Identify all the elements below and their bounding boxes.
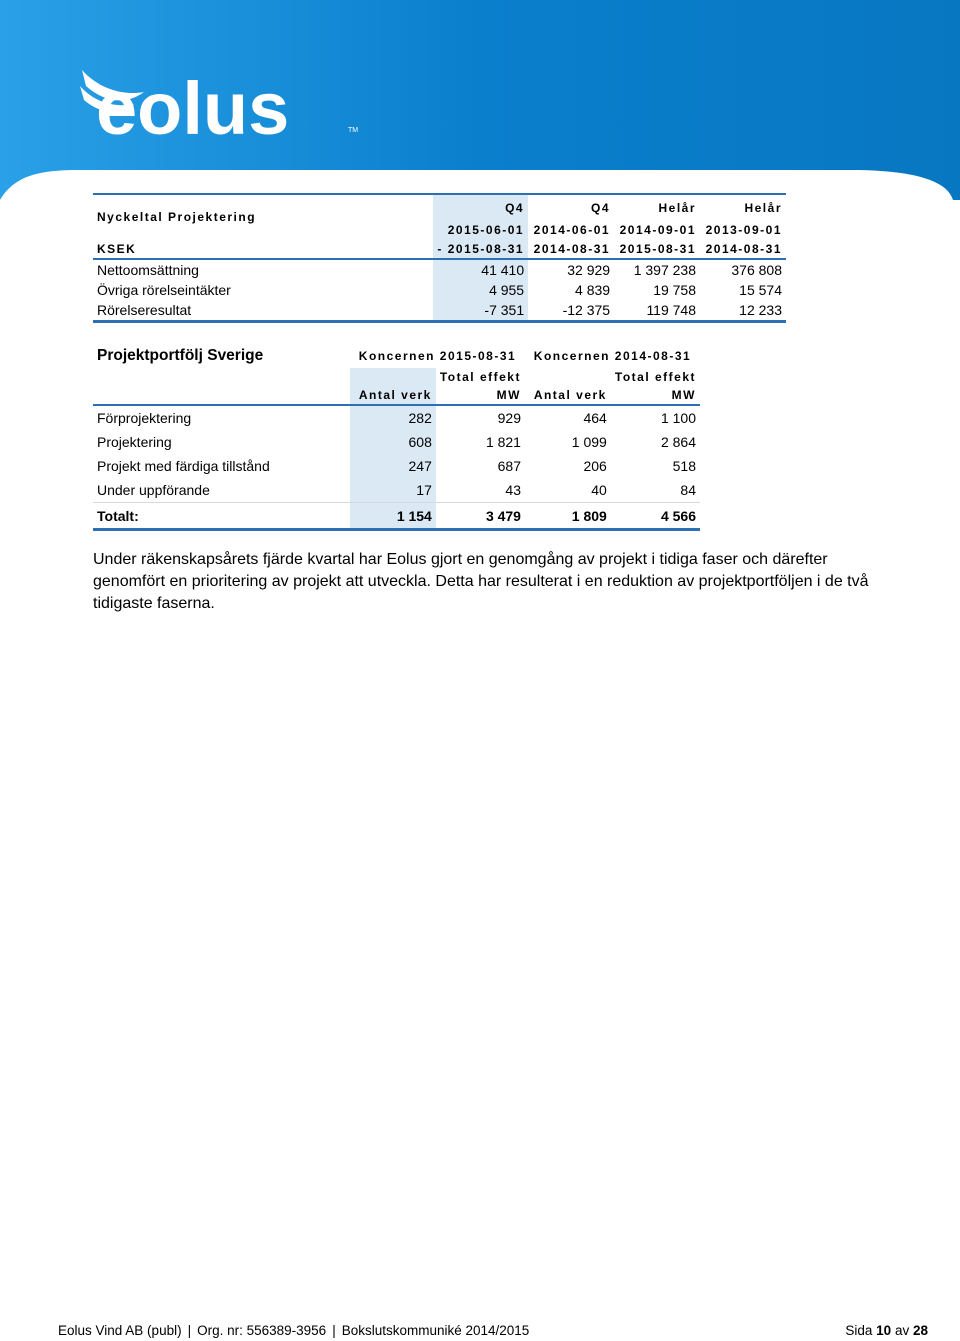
eolus-logo (78, 66, 368, 146)
row-value: 2 864 (660, 434, 696, 450)
row-value: 4 839 (575, 282, 611, 298)
body-paragraph: Under räkenskapsårets fjärde kvartal har Eolus gjort en genomgång av projekt i tidiga faser och därefter genomfört en prioritering av projekt att utveckla. Detta har resulterat i en reduktion av projektportföljen i de två tidigaste faserna. (93, 551, 869, 612)
row-label: Nettoomsättning (97, 262, 199, 278)
col-period: Q4 (528, 194, 614, 220)
row-value: 687 (497, 458, 521, 474)
row-value: 17 (350, 478, 436, 503)
total-value: 1 809 (525, 503, 611, 530)
footer-company: Eolus Vind AB (publ) (58, 1323, 182, 1338)
total-row (93, 503, 700, 530)
row-value: 1 099 (571, 434, 607, 450)
col-effect-unit: MW (436, 386, 525, 405)
col-count: Antal verk (525, 386, 611, 405)
row-value: 40 (525, 478, 611, 503)
logo-wordmark: eolus (96, 67, 290, 146)
total-value: 4 566 (611, 503, 700, 530)
row-value: 282 (350, 405, 436, 430)
svg-text:TM: TM (348, 127, 359, 134)
row-value: 247 (350, 454, 436, 478)
col-to: 2015-08-31 (614, 239, 700, 259)
col-count: Antal verk (350, 386, 436, 405)
table-row (93, 405, 700, 430)
row-value: 608 (350, 430, 436, 454)
row-value: 32 929 (567, 262, 611, 278)
table-row (93, 280, 786, 300)
col-from: 2014-06-01 (533, 222, 611, 237)
group-header: Koncernen 2014-08-31 (533, 349, 692, 363)
col-period: Helår (614, 194, 700, 220)
portfolio-table (93, 344, 700, 531)
footer-org: Org. nr: 556389-3956 (197, 1323, 327, 1338)
row-value: 119 748 (614, 300, 700, 322)
row-value: 84 (611, 478, 700, 503)
row-value: 1 100 (660, 410, 696, 426)
footer-report: Bokslutskommuniké 2014/2015 (341, 1323, 530, 1338)
group-header: Koncernen 2015-08-31 (358, 349, 517, 363)
col-from: 2013-09-01 (705, 222, 782, 237)
row-label: Övriga rörelseintäkter (97, 282, 231, 298)
row-value: 518 (672, 458, 696, 474)
row-value: 15 574 (739, 282, 782, 298)
col-period: Q4 (433, 194, 528, 220)
nyckeltal-table (93, 193, 786, 323)
row-value: -7 351 (433, 300, 528, 322)
col-effect-unit: MW (611, 386, 700, 405)
table-row (93, 430, 700, 454)
unit-label: KSEK (93, 239, 433, 259)
table-row (93, 478, 700, 503)
col-from: 2015-06-01 (433, 220, 528, 239)
col-to: 2014-08-31 (528, 239, 614, 259)
total-value: 1 154 (350, 503, 436, 530)
row-value: -12 375 (528, 300, 614, 322)
row-value: 464 (583, 410, 607, 426)
row-value: 1 397 238 (633, 262, 697, 278)
row-label: Rörelseresultat (93, 300, 433, 322)
row-value: 376 808 (731, 262, 782, 278)
table-row (93, 259, 786, 280)
row-value: 12 233 (700, 300, 786, 322)
table-row (93, 300, 786, 322)
row-label: Projektering (97, 434, 172, 450)
col-period: Helår (700, 194, 786, 220)
page-footer: Eolus Vind AB (publ) | Org. nr: 556389-3956 | Bokslutskommuniké 2014/2015 Sida 10 av 28 (58, 1323, 928, 1338)
col-to: - 2015-08-31 (433, 239, 528, 259)
row-value: 43 (436, 478, 525, 503)
col-effect-top: Total effekt (439, 370, 521, 384)
row-label: Projekt med färdiga tillstånd (97, 458, 270, 474)
col-from: 2014-09-01 (619, 222, 697, 237)
page-number: Sida 10 av 28 (845, 1323, 928, 1338)
total-value: 3 479 (436, 503, 525, 530)
portfolio-title: Projektportfölj Sverige (97, 347, 264, 364)
row-value: 1 821 (485, 434, 521, 450)
row-value: 4 955 (433, 280, 528, 300)
table-row (93, 454, 700, 478)
row-label: Förprojektering (97, 410, 192, 426)
row-label: Under uppförande (93, 478, 350, 503)
col-effect-top: Total effekt (614, 370, 696, 384)
row-value: 41 410 (433, 259, 528, 280)
row-value: 19 758 (653, 282, 697, 298)
total-label: Totalt: (93, 503, 350, 530)
nyckeltal-title: Nyckeltal Projektering (93, 194, 433, 239)
col-to: 2014-08-31 (700, 239, 786, 259)
row-value: 929 (497, 410, 521, 426)
row-value: 206 (583, 458, 607, 474)
